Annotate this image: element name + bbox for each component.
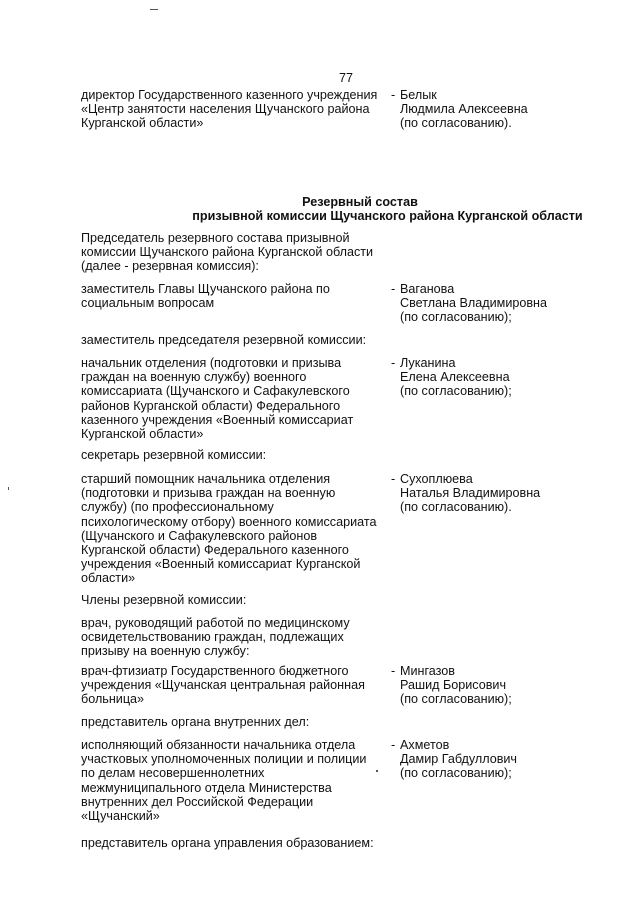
- dash: -: [391, 472, 396, 486]
- surname: Белык: [400, 88, 437, 102]
- surname: Луканина: [400, 356, 456, 370]
- position-line: «Щучанский»: [81, 809, 160, 824]
- label-line: врач, руководящий работой по медицинскому: [81, 616, 350, 630]
- doctor-role-label: [81, 616, 386, 659]
- scan-mark: [150, 9, 158, 10]
- members-label: Члены резервной комиссии:: [81, 593, 247, 607]
- entry-position: [81, 356, 386, 441]
- position-line: по делам несовершеннолетних: [81, 766, 265, 781]
- surname: Ваганова: [400, 282, 455, 296]
- section-heading: [60, 195, 640, 223]
- entry-name: [391, 282, 631, 325]
- position-line: исполняющий обязанности начальника отдела: [81, 738, 356, 752]
- position-line: «Центр занятости населения Щучанского района: [81, 102, 370, 117]
- entry-name: [391, 664, 631, 707]
- secretary-label: секретарь резервной комиссии:: [81, 448, 267, 462]
- position-line: участковых уполномоченных полиции и полиции: [81, 752, 367, 767]
- entry-position: [81, 664, 386, 707]
- given-names: Людмила Алексеевна: [400, 102, 528, 117]
- scan-mark: [8, 487, 9, 490]
- chair-intro: [81, 231, 386, 274]
- entry-name: [391, 356, 631, 399]
- position-line: межмуниципального отдела Министерства: [81, 780, 332, 795]
- position-line: (Щучанского и Сафакулевского районов: [81, 528, 318, 543]
- top-entry-name: [391, 88, 631, 131]
- deputy-chair-label: заместитель председателя резервной комиссии:: [81, 333, 367, 347]
- entry-position: [81, 282, 386, 310]
- position-line: учреждения «Военный комиссариат Курганской: [81, 557, 361, 572]
- position-line: заместитель Главы Щучанского района по: [81, 282, 330, 296]
- position-line: Курганской области) Федерального казенного: [81, 543, 349, 558]
- approval-note: (по согласованию).: [400, 116, 512, 131]
- position-line: казенного учреждения «Военный комиссариат: [81, 412, 354, 427]
- surname: Ахметов: [400, 738, 450, 752]
- police-rep-label: представитель органа внутренних дел:: [81, 715, 310, 729]
- position-line: начальник отделения (подготовки и призыва: [81, 356, 342, 370]
- dash: -: [391, 88, 396, 102]
- entry-position: [81, 738, 386, 823]
- dash: -: [391, 356, 396, 370]
- entry-name: [391, 472, 631, 515]
- dash: -: [391, 664, 396, 678]
- given-names: Светлана Владимировна: [400, 296, 548, 311]
- position-line: психологическому отбору) военного комиссариата: [81, 514, 377, 529]
- approval-note: (по согласованию);: [400, 692, 512, 707]
- entry-name: [391, 738, 631, 781]
- approval-note: (по согласованию).: [400, 500, 512, 515]
- position-line: граждан на военную службу) военного: [81, 370, 307, 385]
- position-line: директор Государственного казенного учреждения: [81, 88, 378, 102]
- entry-position: [81, 472, 386, 586]
- position-line: службу) (по профессиональному: [81, 500, 274, 515]
- position-line: больница»: [81, 692, 145, 707]
- position-line: социальным вопросам: [81, 296, 215, 311]
- dash: -: [391, 282, 396, 296]
- position-line: Курганской области»: [81, 427, 204, 442]
- position-line: районов Курганской области) Федерального: [81, 398, 341, 413]
- approval-note: (по согласованию);: [400, 310, 512, 325]
- top-entry-position: [81, 88, 386, 131]
- given-names: Наталья Владимировна: [400, 486, 541, 501]
- position-line: врач-фтизиатр Государственного бюджетного: [81, 664, 349, 678]
- position-line: старший помощник начальника отделения: [81, 472, 331, 486]
- surname: Мингазов: [400, 664, 455, 678]
- intro-line: (далее - резервная комиссия):: [81, 259, 259, 274]
- position-line: учреждения «Щучанская центральная районная: [81, 678, 365, 693]
- heading-line-2: призывной комиссии Щучанского района Курганской области: [192, 209, 583, 224]
- education-rep-label: представитель органа управления образованием:: [81, 836, 374, 850]
- position-line: Курганской области»: [81, 116, 204, 131]
- given-names: Дамир Габдуллович: [400, 752, 517, 767]
- position-line: (подготовки и призыва граждан на военную: [81, 486, 336, 501]
- position-line: комиссариата (Щучанского и Сафакулевского: [81, 384, 350, 399]
- surname: Сухоплюева: [400, 472, 473, 486]
- given-names: Елена Алексеевна: [400, 370, 510, 385]
- position-line: области»: [81, 571, 136, 586]
- intro-line: Председатель резервного состава призывной: [81, 231, 350, 245]
- approval-note: (по согласованию);: [400, 766, 512, 781]
- intro-line: комиссии Щучанского района Курганской области: [81, 245, 374, 260]
- label-line: освидетельствованию граждан, подлежащих: [81, 630, 344, 645]
- page-number: 77: [339, 71, 354, 85]
- position-line: внутренних дел Российской Федерации: [81, 794, 314, 809]
- label-line: призыву на военную службу:: [81, 644, 250, 659]
- heading-line-1: Резервный состав: [302, 195, 418, 209]
- approval-note: (по согласованию);: [400, 384, 512, 399]
- given-names: Рашид Борисович: [400, 678, 507, 693]
- dash: -: [391, 738, 396, 752]
